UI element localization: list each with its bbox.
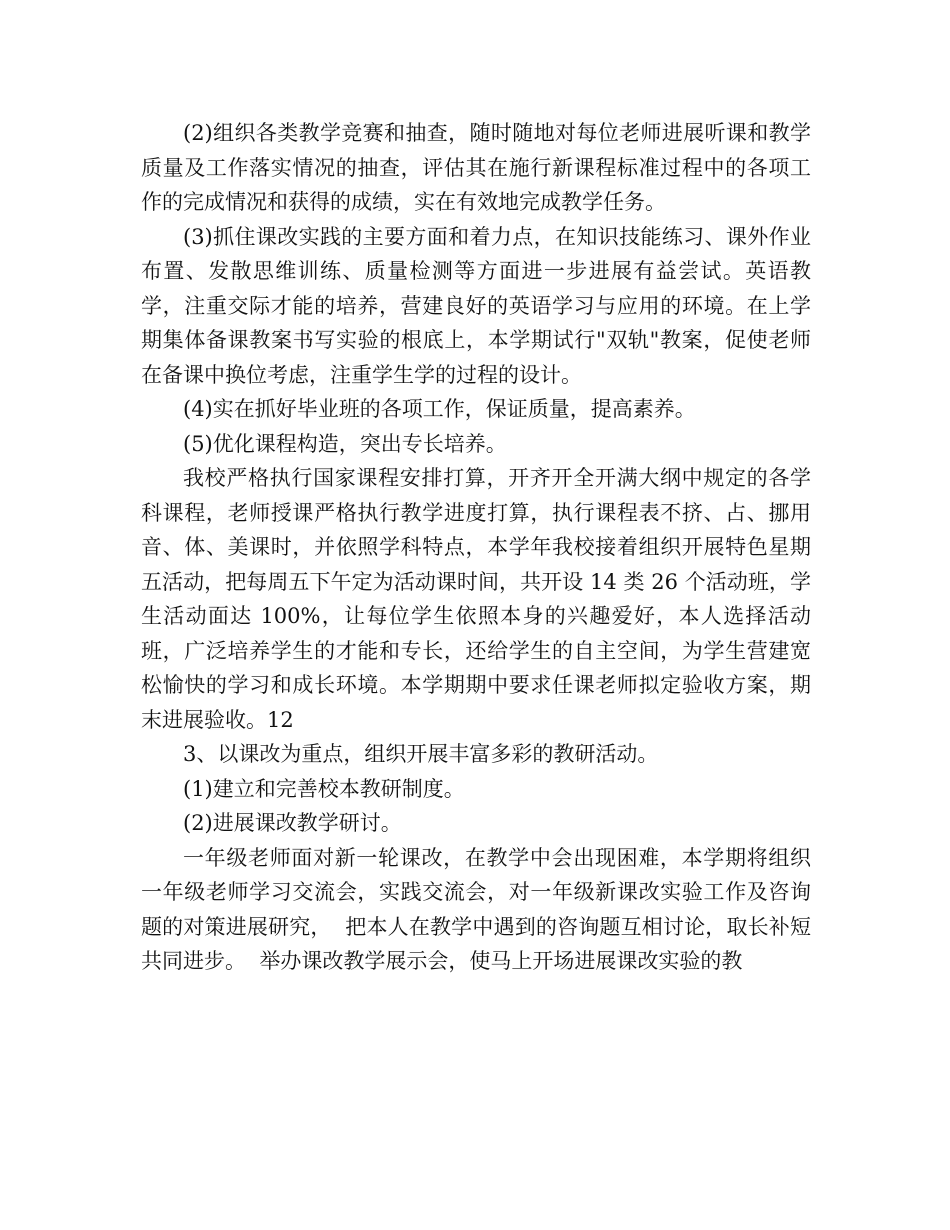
section-heading-3-teaching-research: 3、以课改为重点，组织开展丰富多彩的教研活动。: [183, 742, 659, 766]
paragraph-school-curriculum: 我校严格执行国家课程安排打算，开齐开全开满大纲中规定的各学科课程，老师授课严格执行教学进度打算，执行课程表不挤、占、挪用音、体、美课时，并依照学科特点，本学年我校接着组织开展特色星期五活动，把每周五下午定为活动课时间，共开设 14 类 26 个活动班，学生活动面达 100%，让每位学生依照本身的兴趣爱好，本人选择活动班，广泛培养学生的才能和专长，还给学生的自主空间，为学生营建宽松愉快的学习和成长环境。本学期期中要求任课老师拟定验收方案，期末进展验收。12: [141, 466, 811, 732]
paragraph-item-2-reform-seminar: (2)进展课改教学研讨。: [183, 811, 402, 835]
paragraph-item-5-course-structure: (5)优化课程构造，突出专长培养。: [183, 431, 507, 456]
paragraph-item-1-research-system: (1)建立和完善校本教研制度。: [183, 776, 465, 801]
paragraph-first-grade-teachers: 一年级老师面对新一轮课改，在教学中会出现困难，本学期将组织一年级老师学习交流会，实践交流会，对一年级新课改实验工作及咨询题的对策进展研究， 把本人在教学中遇到的咨询题互相讨论，取长补短共同进步。 举办课改教学展示会，使马上开场进展课改实验的教: [141, 845, 811, 973]
paragraph-item-3-curriculum-reform: (3)抓住课改实践的主要方面和着力点，在知识技能练习、课外作业布置、发散思维训练、质量检测等方面进一步进展有益尝试。英语教学，注重交际才能的培养，营建良好的英语学习与应用的环境。在上学期集体备课教案书写实验的根底上，本学期试行"双轨"教案，促使老师在备课中换位考虑，注重学生学的过程的设计。: [141, 224, 811, 387]
document-body: [141, 116, 811, 979]
paragraph-item-2-competitions: (2)组织各类教学竞赛和抽查，随时随地对每位老师进展听课和教学质量及工作落实情况的抽查，评估其在施行新课程标准过程中的各项工作的完成情况和获得的成绩，实在有效地完成教学任务。: [141, 121, 811, 214]
paragraph-item-4-graduating-class: (4)实在抓好毕业班的各项工作，保证质量，提高素养。: [183, 397, 696, 421]
